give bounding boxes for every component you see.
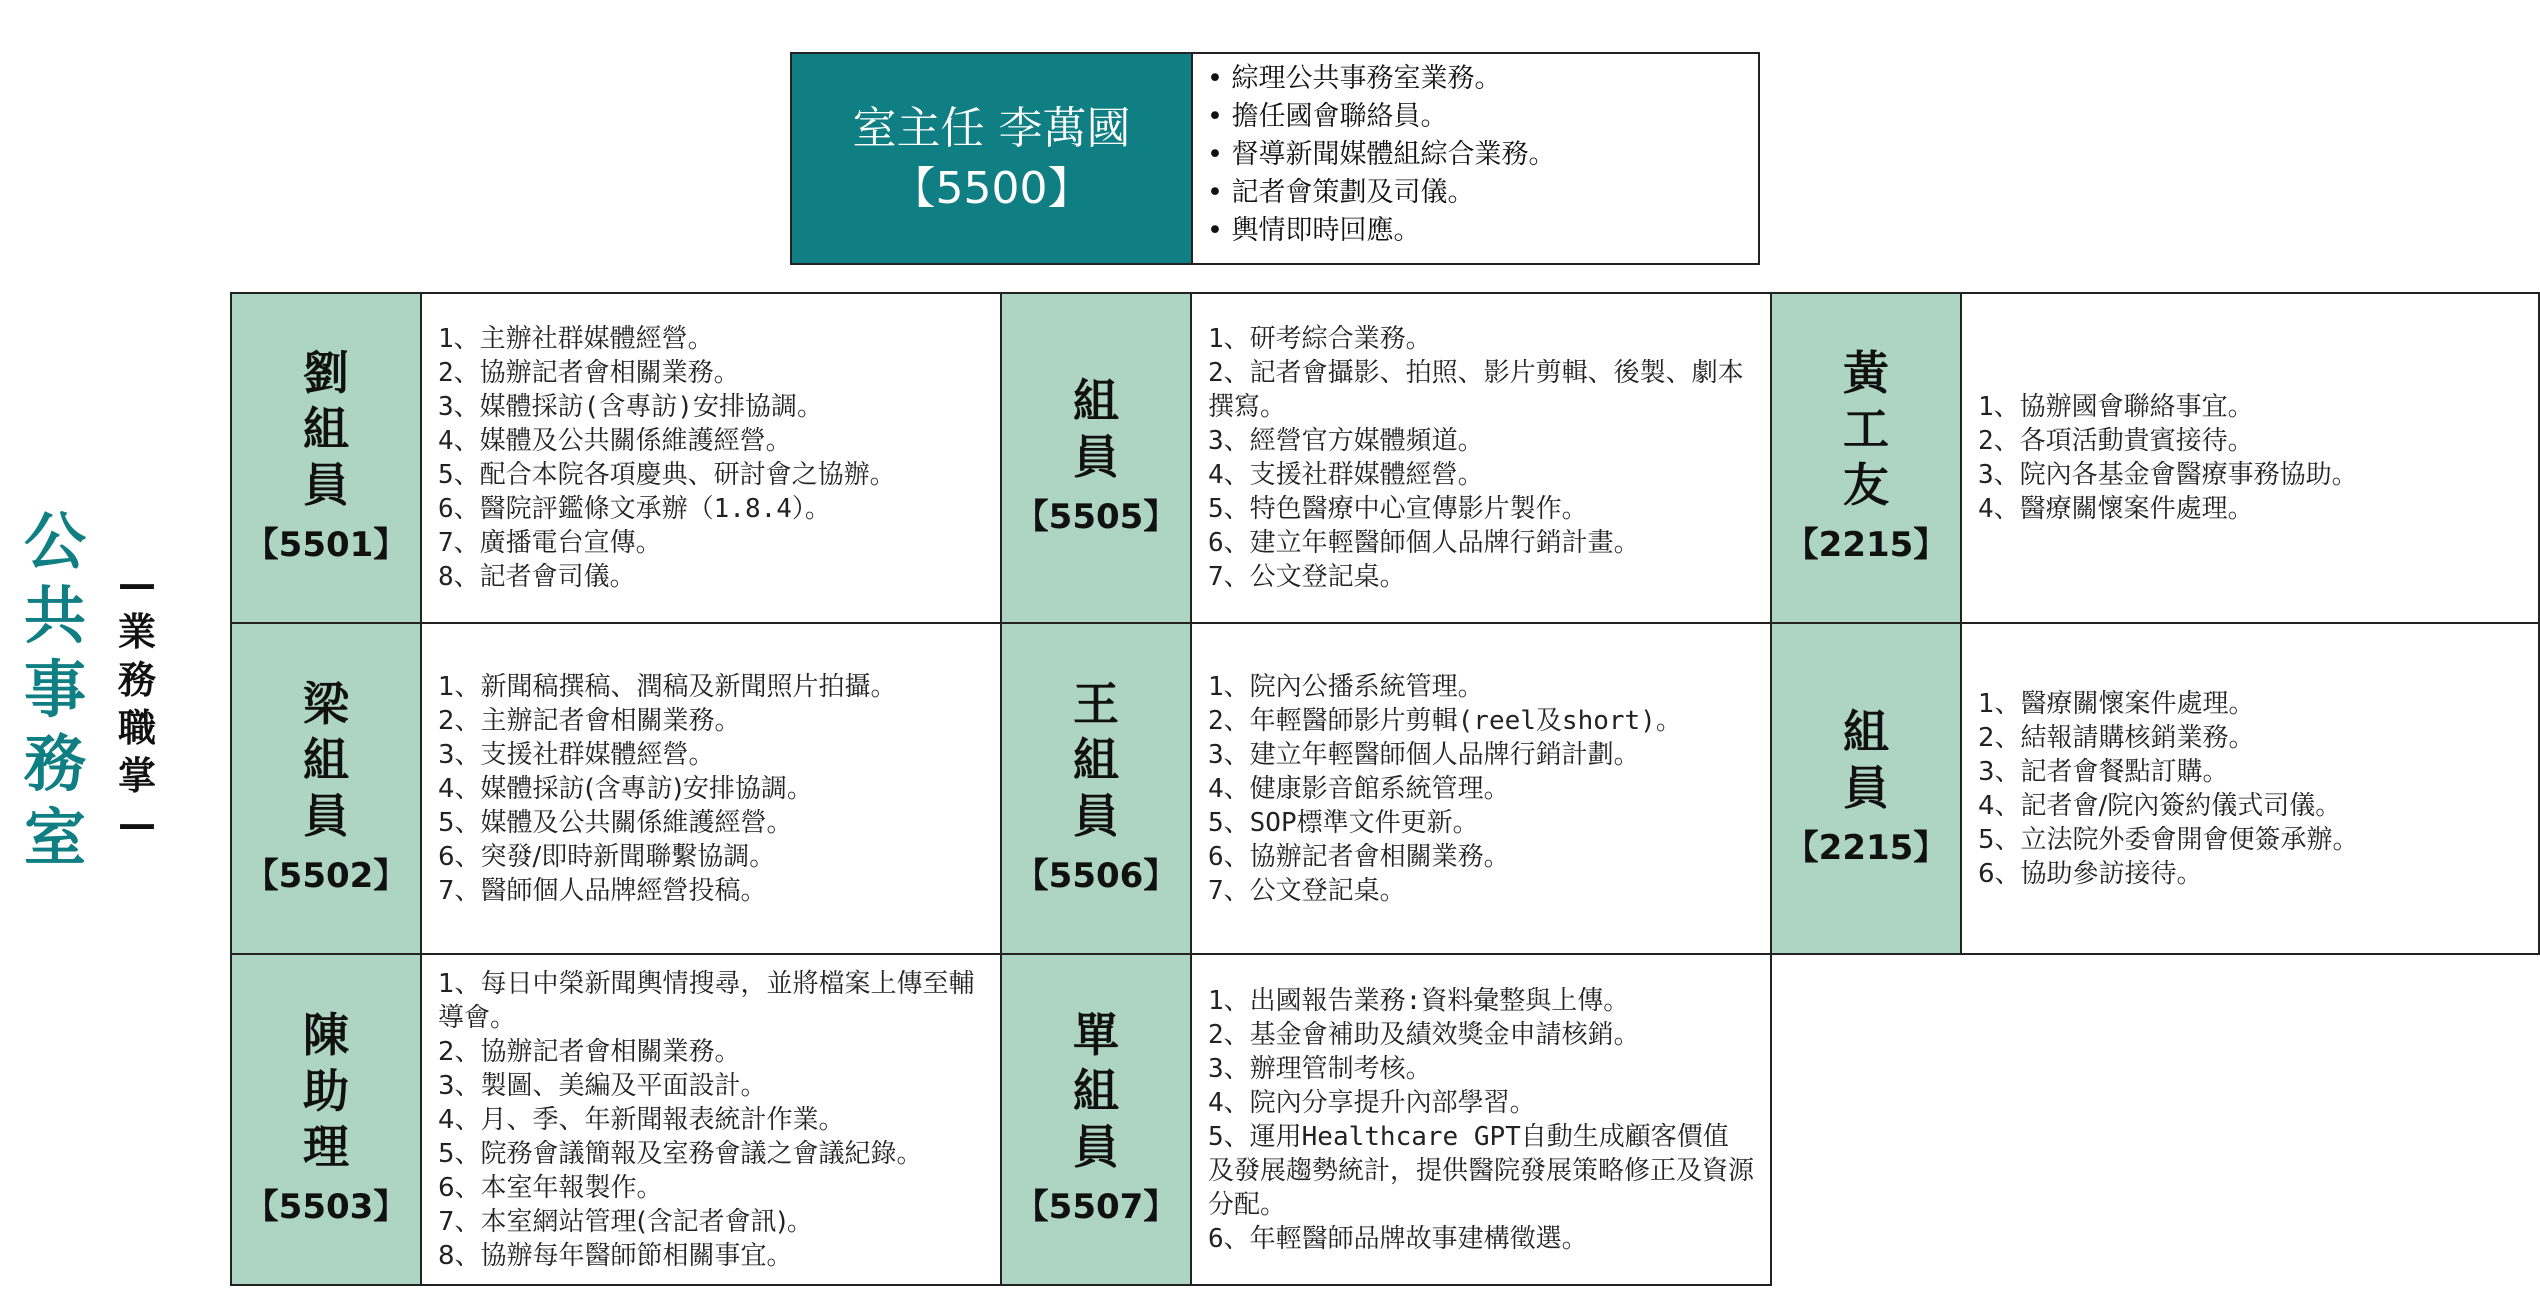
staff-name-panel [1002, 955, 1192, 1284]
section-label-char: 職 [117, 706, 156, 750]
director-ext: 【5500】 [891, 162, 1092, 214]
staff-tasks [1962, 294, 2538, 622]
staff-name-char: 組 [1073, 732, 1119, 787]
staff-name-char: 劉 [303, 346, 349, 400]
staff-name-panel [1002, 624, 1192, 953]
section-label-char: 務 [117, 658, 156, 702]
staff-card [1000, 622, 1772, 955]
task-item: 4、醫療關懷案件處理。 [1978, 494, 2254, 524]
task-item: 5、SOP標準文件更新。 [1208, 807, 1479, 838]
staff-ext: 【2215】 [1784, 525, 1948, 565]
section-label-char: 掌 [117, 754, 156, 798]
task-item: 3、支援社群媒體經營。 [438, 739, 715, 770]
staff-tasks [1962, 624, 2538, 953]
section-label-char: — [118, 562, 156, 606]
task-item: 1、院內公播系統管理。 [1208, 671, 1484, 702]
staff-name-panel [232, 294, 422, 622]
org-title-char: 公 [23, 505, 86, 578]
staff-name-char: 員 [303, 788, 349, 843]
task-item: 1、新聞稿撰稿、潤稿及新聞照片拍攝。 [438, 671, 897, 702]
staff-name-char: 友 [1843, 458, 1889, 512]
task-item: 3、辦理管制考核。 [1208, 1053, 1432, 1084]
task-item: 1、出國報告業務:資料彙整與上傳。 [1208, 985, 1630, 1016]
task-item: 4、記者會/院內簽約儀式司儀。 [1978, 790, 2342, 821]
director-duty: • 擔任國會聯絡員。 [1207, 98, 1744, 136]
task-item: 5、立法院外委會開會便簽承辦。 [1978, 824, 2359, 855]
staff-ext: 【5502】 [244, 855, 408, 896]
task-item: 7、本室網站管理(含記者會訊)。 [438, 1206, 813, 1237]
staff-name-char: 工 [1843, 402, 1889, 456]
staff-ext: 【2215】 [1784, 827, 1948, 868]
staff-card [230, 953, 1002, 1286]
task-item: 8、協辦每年醫師節相關事宜。 [438, 1240, 793, 1271]
task-item: 7、公文登記桌。 [1208, 562, 1406, 592]
staff-name-char: 單 [1073, 1007, 1119, 1062]
staff-name-char: 員 [1843, 760, 1889, 815]
task-item: 2、協辦記者會相關業務。 [438, 358, 740, 388]
task-item: 1、協辦國會聯絡事宜。 [1978, 392, 2254, 422]
staff-name-char: 員 [1073, 788, 1119, 843]
task-item: 6、協辦記者會相關業務。 [1208, 841, 1510, 872]
task-item: 1、每日中榮新聞輿情搜尋，並將檔案上傳至輔導會。 [438, 968, 975, 1033]
task-item: 7、廣播電台宣傳。 [438, 528, 662, 558]
staff-card [230, 292, 1002, 624]
director-box [790, 52, 1760, 265]
task-item: 6、突發/即時新聞聯繫協調。 [438, 841, 776, 872]
org-title-char: 室 [23, 801, 86, 874]
section-label-char: 業 [117, 610, 156, 654]
staff-name-char: 助 [303, 1063, 349, 1118]
staff-ext: 【5503】 [244, 1186, 408, 1227]
task-item: 5、院務會議簡報及室務會議之會議紀錄。 [438, 1138, 923, 1169]
staff-name-char: 陳 [303, 1007, 349, 1062]
task-item: 3、媒體採訪(含專訪)安排協調。 [438, 392, 823, 422]
staff-name-char: 王 [1073, 676, 1119, 731]
task-item: 3、建立年輕醫師個人品牌行銷計劃。 [1208, 739, 1640, 770]
staff-name-char: 梁 [303, 676, 349, 731]
director-duties [1191, 54, 1758, 263]
task-item: 2、基金會補助及績效獎金申請核銷。 [1208, 1019, 1640, 1050]
staff-ext: 【5507】 [1014, 1186, 1178, 1227]
staff-name-char: 組 [1073, 1063, 1119, 1118]
director-duty: • 輿情即時回應。 [1207, 212, 1744, 250]
staff-name-char: 員 [1073, 430, 1119, 484]
task-item: 6、建立年輕醫師個人品牌行銷計畫。 [1208, 528, 1640, 558]
director-title: 室主任 李萬國 [852, 102, 1131, 154]
task-item: 2、記者會攝影、拍照、影片剪輯、後製、劇本撰寫。 [1208, 358, 1744, 422]
staff-name-char: 組 [303, 732, 349, 787]
staff-tasks [1192, 624, 1770, 953]
task-item: 2、結報請購核銷業務。 [1978, 722, 2255, 753]
task-item: 2、主辦記者會相關業務。 [438, 705, 741, 736]
task-item: 1、醫療關懷案件處理。 [1978, 688, 2255, 719]
task-item: 6、本室年報製作。 [438, 1172, 663, 1203]
staff-name-char: 理 [303, 1119, 349, 1174]
staff-card [1000, 292, 1772, 624]
org-title-char: 共 [23, 579, 86, 652]
task-item: 1、主辦社群媒體經營。 [438, 324, 714, 354]
section-label [100, 560, 174, 848]
staff-card [230, 622, 1002, 955]
org-title-char: 務 [23, 727, 86, 800]
task-item: 3、製圖、美編及平面設計。 [438, 1070, 767, 1101]
task-item: 6、協助參訪接待。 [1978, 858, 2203, 889]
staff-ext: 【5505】 [1014, 497, 1178, 537]
staff-name-char: 員 [1073, 1119, 1119, 1174]
staff-card [1770, 622, 2540, 955]
director-duty: • 記者會策劃及司儀。 [1207, 174, 1744, 212]
staff-name-char: 黃 [1843, 346, 1889, 400]
task-item: 2、協辦記者會相關業務。 [438, 1036, 741, 1067]
staff-name-char: 組 [1073, 374, 1119, 428]
staff-card [1770, 292, 2540, 624]
task-item: 5、特色醫療中心宣傳影片製作。 [1208, 494, 1588, 524]
task-item: 2、年輕醫師影片剪輯(reel及short)。 [1208, 705, 1682, 736]
staff-name-panel [1772, 624, 1962, 953]
org-title [10, 505, 100, 875]
task-item: 7、公文登記桌。 [1208, 875, 1406, 906]
director-duty: • 綜理公共事務室業務。 [1207, 60, 1744, 98]
staff-tasks [1192, 294, 1770, 622]
director-duty: • 督導新聞媒體組綜合業務。 [1207, 136, 1744, 174]
staff-name-char: 組 [1843, 704, 1889, 759]
staff-name-panel [232, 624, 422, 953]
staff-tasks [422, 294, 1000, 622]
staff-ext: 【5501】 [244, 525, 408, 565]
staff-ext: 【5506】 [1014, 855, 1178, 896]
task-item: 5、運用Healthcare GPT自動生成顧客價值及發展趨勢統計，提供醫院發展策略修正及資源分配。 [1208, 1121, 1755, 1220]
task-item: 4、支援社群媒體經營。 [1208, 460, 1484, 490]
staff-tasks [422, 624, 1000, 953]
staff-name-panel [1772, 294, 1962, 622]
task-item: 1、研考綜合業務。 [1208, 324, 1432, 354]
task-item: 5、媒體及公共關係維護經營。 [438, 807, 793, 838]
section-label-char: — [118, 802, 156, 846]
task-item: 6、年輕醫師品牌故事建構徵選。 [1208, 1223, 1588, 1254]
staff-card [1000, 953, 1772, 1286]
task-item: 3、經營官方媒體頻道。 [1208, 426, 1484, 456]
task-item: 8、記者會司儀。 [438, 562, 636, 592]
task-item: 4、媒體採訪(含專訪)安排協調。 [438, 773, 813, 804]
director-name-panel [792, 54, 1191, 263]
staff-name-char: 員 [303, 458, 349, 512]
staff-tasks [422, 955, 1000, 1284]
task-item: 4、院內分享提升內部學習。 [1208, 1087, 1536, 1118]
task-item: 2、各項活動貴賓接待。 [1978, 426, 2254, 456]
task-item: 6、醫院評鑑條文承辦（1.8.4）。 [438, 494, 831, 524]
task-item: 5、配合本院各項慶典、研討會之協辦。 [438, 460, 896, 490]
task-item: 4、健康影音館系統管理。 [1208, 773, 1510, 804]
staff-tasks [1192, 955, 1770, 1284]
task-item: 4、月、季、年新聞報表統計作業。 [438, 1104, 845, 1135]
task-item: 3、院內各基金會醫療事務協助。 [1978, 460, 2358, 490]
staff-name-char: 組 [303, 402, 349, 456]
org-title-char: 事 [23, 653, 86, 726]
task-item: 3、記者會餐點訂購。 [1978, 756, 2229, 787]
staff-name-panel [232, 955, 422, 1284]
task-item: 7、醫師個人品牌經營投稿。 [438, 875, 767, 906]
staff-name-panel [1002, 294, 1192, 622]
task-item: 4、媒體及公共關係維護經營。 [438, 426, 792, 456]
